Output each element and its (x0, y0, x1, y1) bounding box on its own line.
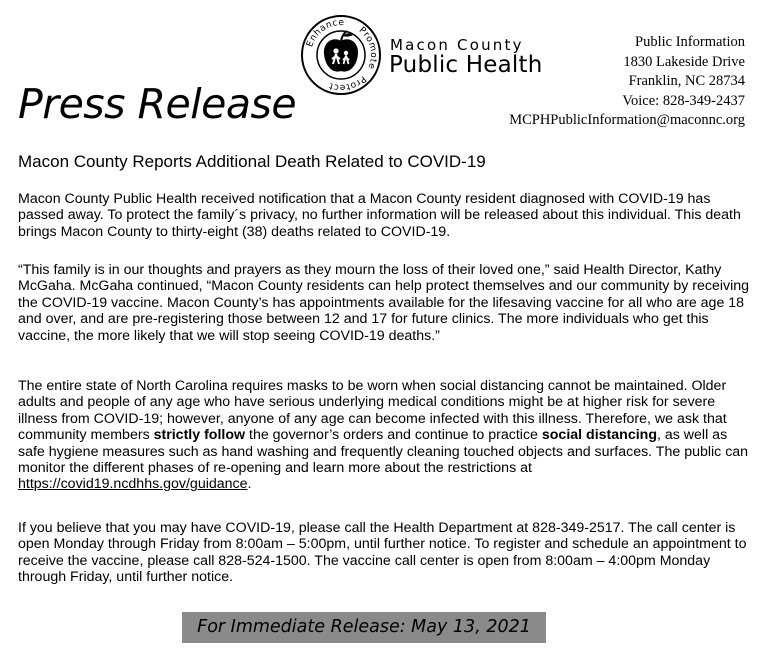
paragraph-3: The entire state of North Carolina requires masks to be worn when social distancing cannot be maintained. Older adults and people of any age who have serious underlying medical conditions might be at higher risk for severe illness from COVID-19; however, anyone of any age can become infected with this illness. Therefore, we ask that community members strictly follow the governor’s orders and continue to practice social distancing, as well as safe hygiene measures such as hand washing and frequently cleaning touched objects and surfaces. The public can monitor the different phases of re-opening and learn more about the restrictions at https://covid19.ncdhhs.gov/guidance. (18, 378, 749, 493)
bold-social-distancing: social distancing (541, 427, 657, 444)
page-title: Press Release (18, 80, 297, 128)
paragraph-1: Macon County Public Health received notification that a Macon County resident diagnosed with COVID-19 has passed away. To protect the family´s privacy, no further information will be released about this individual. This death brings Macon County to thirty-eight (38) deaths related to COVID-19. (18, 191, 741, 240)
svg-text:Promote: Promote (356, 25, 379, 71)
contact-voice: Voice: 828-349-2437 (622, 92, 745, 109)
release-date-text: For Immediate Release: May 13, 2021 (197, 617, 531, 637)
bold-strictly-follow: strictly follow (153, 427, 246, 444)
guidance-link[interactable]: https://covid19.ncdhhs.gov/guidance (18, 476, 248, 493)
paragraph-2: “This family is in our thoughts and prayers as they mourn the loss of their loved one,” said Health Director, Kathy McGaha. McGaha continued, “Macon County residents can help protect themselves and our community by receiving the COVID-19 vaccine. Macon County’s has appointments available for the lifesaving vaccine for all who are age 18 and over, and are pre-registering those between 12 and 17 for future clinics. The more individuals who get this vaccine, the more likely that we will stop seeing COVID-19 deaths.” (18, 262, 750, 344)
public-health-logo (300, 14, 382, 96)
contact-dept: Public Information (635, 34, 745, 50)
contact-street: 1830 Lakeside Drive (623, 53, 745, 70)
contact-email: MCPHPublicInformation@maconnc.org (509, 112, 745, 128)
release-date-banner (182, 612, 546, 643)
apple-family-icon (324, 31, 358, 72)
paragraph-4: If you believe that you may have COVID-19, please call the Health Department at 828-349-2517. The call center is open Monday through Friday from 8:00am – 5:00pm, until further notice. To register and schedule an appointment to receive the vaccine, please call 828-524-1500. The vaccine call center is open from 8:00am – 4:00pm Monday through Friday, until further notice. (18, 520, 747, 586)
svg-text:Enhance: Enhance (305, 17, 345, 49)
logo-ring-text: Protect (327, 73, 368, 93)
org-name-line1: Macon County (390, 36, 524, 54)
headline: Macon County Reports Additional Death Related to COVID-19 (18, 152, 486, 171)
contact-city: Franklin, NC 28734 (628, 73, 745, 89)
org-name-line2: Public Health (389, 52, 543, 78)
contact-block (485, 33, 745, 131)
